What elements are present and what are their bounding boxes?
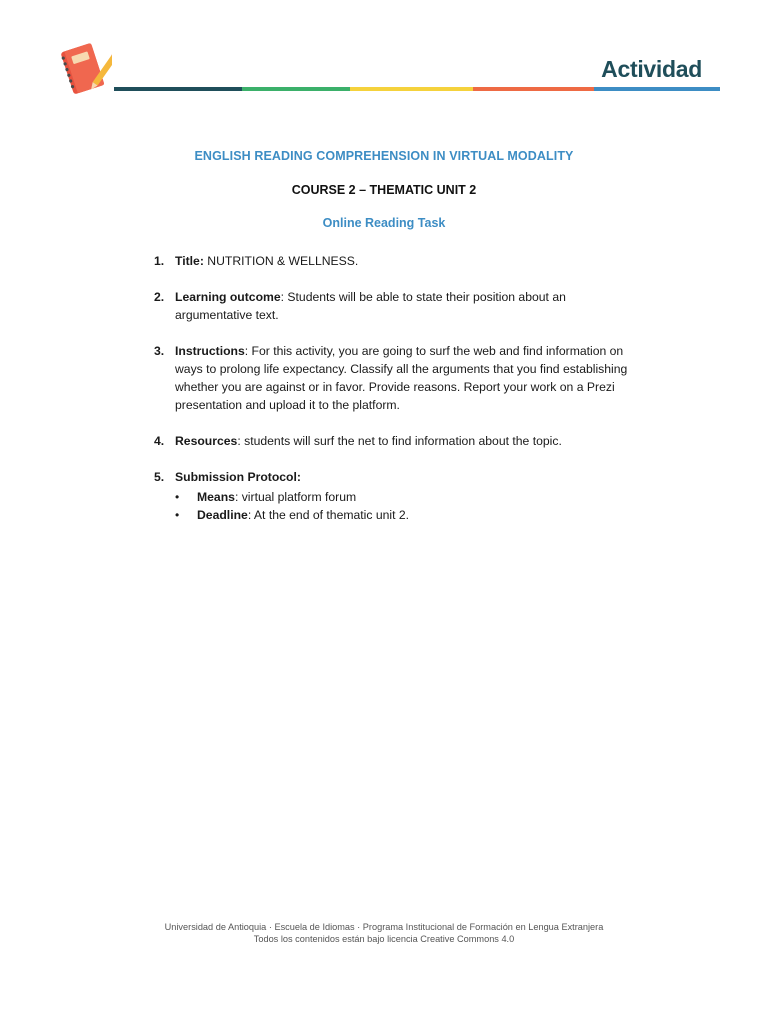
list-item <box>154 288 644 324</box>
item-label: Instructions <box>175 344 245 358</box>
submission-label: Means <box>197 490 235 504</box>
task-heading: Online Reading Task <box>322 216 446 230</box>
footer-line-2: Todos los contenidos están bajo licencia Creative Commons 4.0 <box>253 934 515 944</box>
item-number: 3. <box>154 344 165 358</box>
item-label: Title: <box>175 254 204 268</box>
submission-text: : At the end of thematic unit 2. <box>247 508 410 522</box>
item-number: 5. <box>154 470 165 484</box>
item-label: Submission Protocol: <box>175 470 301 484</box>
item-label: Learning outcome <box>175 290 281 304</box>
page-footer <box>0 921 768 945</box>
submission-label: Deadline <box>197 508 248 522</box>
notebook-pencil-icon <box>58 40 112 100</box>
footer-line-1: Universidad de Antioquia · Escuela de Idiomas · Programa Institucional de Formación en Lengua Extranjera <box>164 922 604 932</box>
header-color-bar <box>114 87 720 91</box>
list-item <box>154 432 644 450</box>
brand-title: Actividad <box>601 56 702 82</box>
item-text: : students will surf the net to find information about the topic. <box>237 434 562 448</box>
item-text: NUTRITION & WELLNESS. <box>203 254 359 268</box>
submission-text: : virtual platform forum <box>234 490 357 504</box>
list-item <box>154 342 644 414</box>
document-title: ENGLISH READING COMPREHENSION IN VIRTUAL MODALITY <box>194 149 574 163</box>
submission-item <box>175 488 644 506</box>
submission-list <box>175 488 644 524</box>
bullet-icon: • <box>175 490 180 504</box>
list-item <box>154 468 644 524</box>
submission-item <box>175 506 644 524</box>
item-text: : Students will be able to state their position about an argumentative text. <box>175 290 566 322</box>
list-item <box>154 252 644 270</box>
bullet-icon: • <box>175 508 180 522</box>
item-number: 4. <box>154 434 165 448</box>
item-number: 2. <box>154 290 165 304</box>
item-label: Resources <box>175 434 238 448</box>
item-number: 1. <box>154 254 165 268</box>
instruction-list <box>154 252 644 542</box>
item-text: : For this activity, you are going to surf the web and find information on ways to prolong life expectancy. Classify all the arguments that you find establishing whether you are against or in favor. Provide reasons. Report your work on a Prezi presentation and upload it to the platform. <box>175 344 628 412</box>
page-header <box>0 0 768 100</box>
course-heading: COURSE 2 – THEMATIC UNIT 2 <box>291 183 477 197</box>
